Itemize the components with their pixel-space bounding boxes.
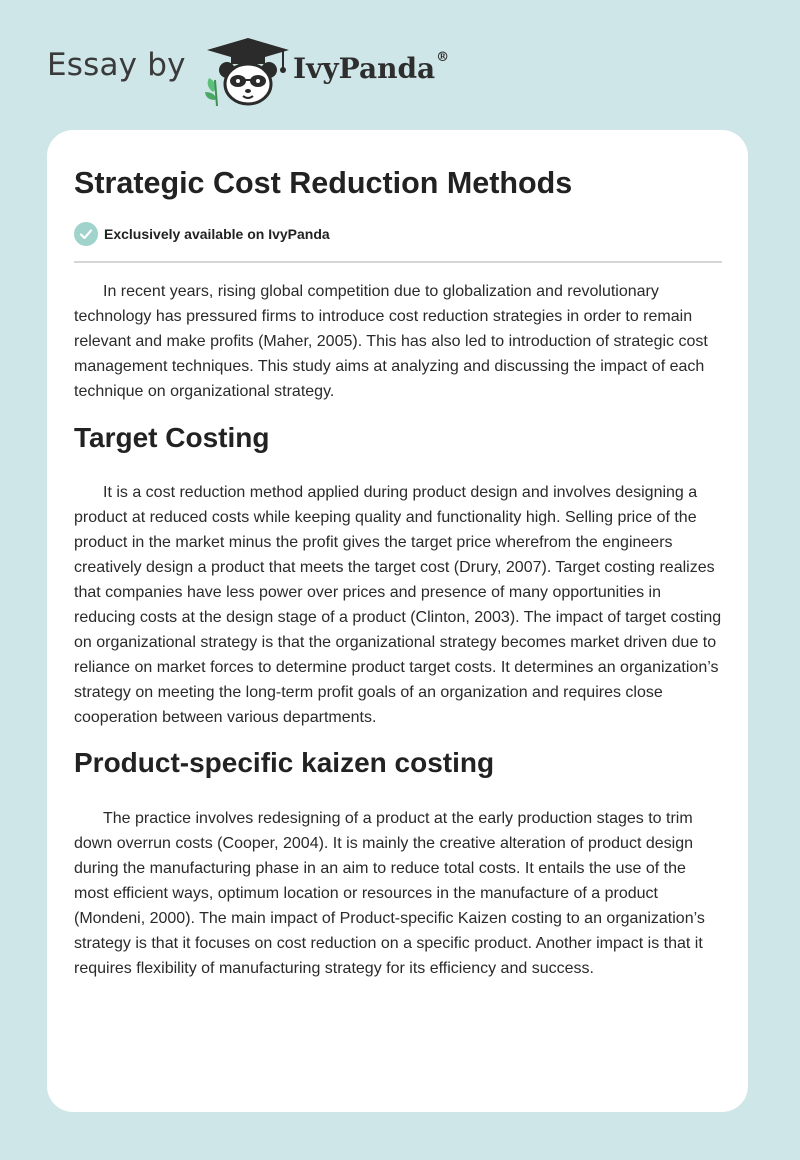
article-card [47,130,748,1112]
site-header [47,30,547,110]
exclusive-label: Exclusively available on IvyPanda [104,226,330,242]
essay-by-label: Essay by [47,47,186,83]
brand-text: IvyPanda [293,52,436,85]
target-costing-paragraph: It is a cost reduction method applied during product design and involves designing a product at reduced costs while keeping quality and functionality high. Selling price of the product in the market minus the profit gives the target price wherefrom the engineers creatively design a product that meets the target cost (Drury, 2007). Target costing realizes that companies have less power over prices and presence of many opportunities in reducing costs at the design stage of a product (Clinton, 2003). The impact of target costing on organizational strategy is that the organizational strategy becomes market driven due to reliance on market forces to determine product target costs. It determines an organization’s strategy on meeting the long-term profit goals of an organization and requires close cooperation between various departments. [74,484,722,726]
section-heading-kaizen-costing: Product-specific kaizen costing [74,747,495,778]
exclusive-badge [74,222,330,246]
kaizen-costing-paragraph: The practice involves redesigning of a product at the early production stages to trim down overrun costs (Cooper, 2004). It is mainly the creative alteration of product design during the manufacturing phase in an aim to reduce total costs. It entails the use of the most efficient ways, optimum location or resources in the manufacture of a product (Mondeni, 2000). The main impact of Product-specific Kaizen costing to an organization’s strategy is that it focuses on cost reduction on a specific product. Another impact is that it requires flexibility of manufacturing strategy for its efficiency and success. [74,810,705,977]
page-title: Strategic Cost Reduction Methods [74,166,573,200]
divider [74,261,722,263]
panda-graduate-icon[interactable] [203,30,293,110]
section-heading-target-costing: Target Costing [74,422,270,453]
registered-mark: ® [436,50,450,65]
intro-paragraph: In recent years, rising global competition due to globalization and revolutionary technology has pressured firms to introduce cost reduction strategies in order to remain relevant and make profits (Maher, 2005). This has also led to introduction of strategic cost management techniques. This study aims at analyzing and discussing the impact of each technique on organizational strategy. [74,283,708,400]
check-circle-icon [74,222,98,246]
brand-name[interactable] [293,52,449,85]
